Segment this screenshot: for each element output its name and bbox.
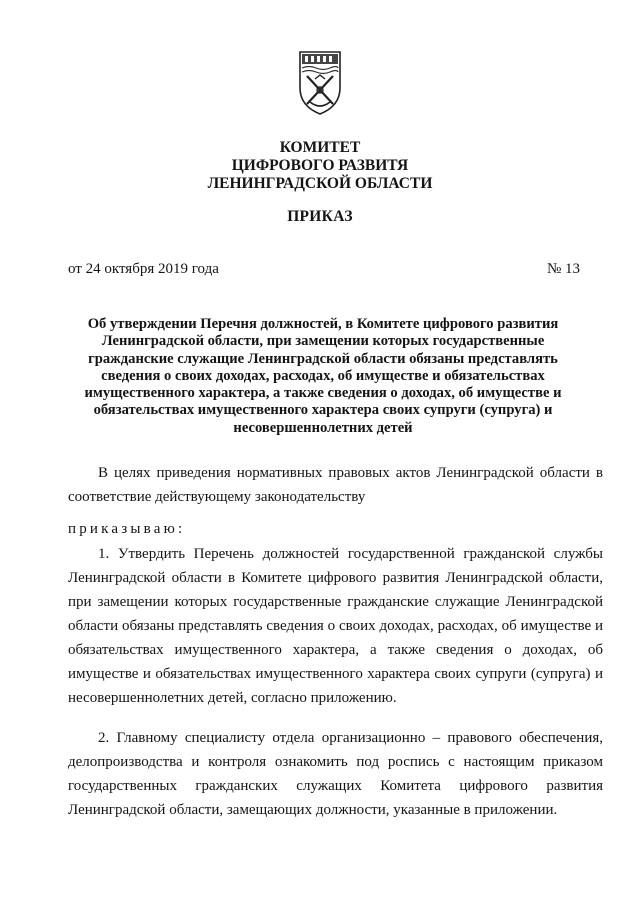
leningrad-oblast-coat-of-arms-icon [298, 46, 342, 116]
paragraph-line: обязательствах имущественного характера, а также сведения о доходах, об [68, 642, 603, 658]
subject-line: сведения о своих доходах, расходах, об имуществе и обязательствах [101, 367, 545, 384]
paragraph-line: несовершеннолетних детей, согласно приложению. [68, 690, 397, 706]
org-name-line-1: КОМИТЕТ [279, 139, 361, 156]
intro-paragraph [68, 461, 603, 509]
subject-line: Ленинградской области, при замещении которых государственные [101, 333, 545, 350]
paragraph-line: Ленинградской области в Комитете цифрового развития Ленинградской области, [68, 570, 603, 586]
subject-line: обязательствах имущественного характера своих супруги (супруга) и [93, 402, 553, 419]
paragraph-line: имуществе и обязательствах имущественного характера своих супруги (супруга) и [68, 666, 603, 682]
paragraph-line: 1. Утвердить Перечень должностей государственной гражданской службы [98, 546, 603, 562]
document-number: № 13 [546, 261, 580, 277]
subject-line: несовершеннолетних детей [233, 419, 413, 436]
order-word: приказываю: [68, 521, 186, 537]
subject-line: гражданские служащие Ленинградской области обязаны представлять [88, 350, 558, 367]
document-type-title: ПРИКАЗ [287, 208, 353, 225]
paragraph-line: области обязаны представлять сведения о своих доходах, расходах, об имуществе и [68, 618, 603, 634]
subject-line: Об утверждении Перечня должностей, в Комитете цифрового развития [87, 316, 559, 332]
paragraph-line: соответствие действующему законодательству [68, 489, 366, 505]
paragraph-line: при замещении которых государственные гражданские служащие Ленинградской [68, 594, 603, 610]
paragraph-line: В целях приведения нормативных правовых актов Ленинградской области в [98, 465, 603, 481]
document-date: от 24 октября 2019 года [68, 261, 219, 277]
paragraph-line: делопроизводства и контроля ознакомить под роспись с настоящим приказом [68, 754, 603, 770]
paragraph-line: государственных гражданских служащих Комитета цифрового развития [68, 778, 603, 794]
subject-line: имущественного характера, а также сведения о доходах, об имуществе и [84, 385, 562, 402]
paragraph-item-2 [68, 726, 603, 822]
paragraph-item-1 [68, 542, 603, 710]
document-subject [68, 316, 578, 437]
org-name-line-2: ЦИФРОВОГО РАЗВИТЯ [231, 157, 409, 174]
paragraph-line: Ленинградской области, замещающих должности, указанные в приложении. [68, 802, 558, 818]
org-name-line-3: ЛЕНИНГРАДСКОЙ ОБЛАСТИ [207, 175, 433, 192]
paragraph-line: 2. Главному специалисту отдела организационно – правового обеспечения, [98, 730, 603, 746]
